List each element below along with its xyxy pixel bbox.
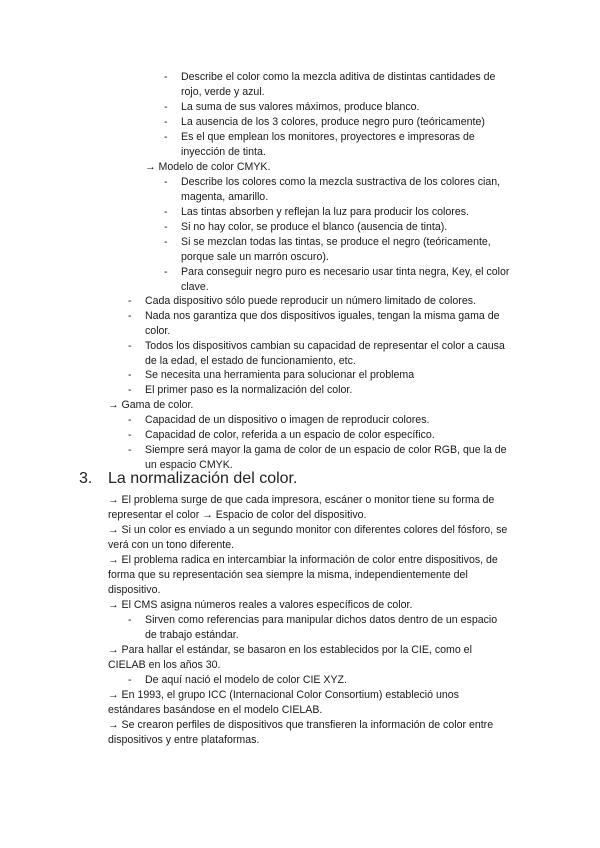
rgb-item-3: La ausencia de los 3 colores, produce negro puro (teóricamente) (181, 116, 485, 128)
gamut-item-1: Capacidad de un dispositivo o imagen de reproducir colores. (145, 414, 430, 426)
bullet-marker: - (128, 429, 132, 441)
section-title: La normalización del color. (108, 470, 298, 487)
rgb-item-4-line-2: inyección de tinta. (181, 146, 266, 158)
para-7-line-2: dispositivos y entre plataformas. (108, 734, 260, 746)
cmyk-item-5-line-2: clave. (181, 281, 209, 293)
para-3-line-2: forma que su representación sea siempre la misma, independientemente del (108, 569, 468, 581)
gamut-item-2: Capacidad de color, referida a un espacio de color específico. (145, 429, 435, 441)
device-item-4: Se necesita una herramienta para solucionar el problema (145, 369, 415, 381)
rgb-item-1-line-1: Describe el color como la mezcla aditiva de distintas cantidades de (181, 71, 496, 83)
device-item-2-line-1: Nada nos garantiza que dos dispositivos iguales, tengan la misma gama de (145, 310, 500, 322)
bullet-marker: - (128, 414, 132, 426)
para-1-line-1: → El problema surge de que cada impresora, escáner o monitor tiene su forma de (108, 494, 495, 506)
device-item-3-line-2: de la edad, el estado de funcionamiento, etc. (145, 355, 356, 367)
cmyk-item-2: Las tintas absorben y reflejan la luz para producir los colores. (181, 206, 469, 218)
bullet-marker: - (128, 674, 132, 686)
para-6-line-2: estándares basándose en el modelo CIELAB. (108, 704, 323, 716)
para-5-line-1: → Para hallar el estándar, se basaron en los establecidos por la CIE, como el (108, 644, 472, 656)
cie-item: De aquí nació el modelo de color CIE XYZ. (145, 674, 347, 686)
rgb-item-4-line-1: Es el que emplean los monitores, proyectores e impresoras de (181, 131, 475, 143)
bullet-marker: - (164, 221, 168, 233)
rgb-item-1-line-2: rojo, verde y azul. (181, 86, 265, 98)
device-item-5: El primer paso es la normalización del color. (145, 384, 353, 396)
cmyk-item-1-line-1: Describe los colores como la mezcla sustractiva de los colores cian, (181, 176, 501, 188)
rgb-item-2: La suma de sus valores máximos, produce blanco. (181, 101, 420, 113)
section-number: 3. (79, 470, 93, 487)
bullet-marker: - (164, 101, 168, 113)
bullet-marker: - (164, 206, 168, 218)
cms-item-line-1: Sirven como referencias para manipular dichos datos dentro de un espacio (145, 614, 498, 626)
para-6-line-1: → En 1993, el grupo ICC (Internacional Color Consortium) estableció unos (108, 689, 459, 701)
cmyk-item-4-line-2: porque sale un marrón oscuro). (181, 251, 329, 263)
para-2-line-2: verá con un tono diferente. (108, 539, 235, 551)
bullet-marker: - (128, 384, 132, 396)
bullet-marker: - (164, 116, 168, 128)
para-1-line-2: representar el color → Espacio de color del dispositivo. (108, 509, 367, 521)
cmyk-heading: → Modelo de color CMYK. (145, 161, 271, 173)
bullet-marker: - (164, 236, 168, 248)
para-3-line-3: dispositivo. (108, 584, 161, 596)
bullet-marker: - (128, 340, 132, 352)
cmyk-item-1-line-2: magenta, amarillo. (181, 191, 269, 203)
bullet-marker: - (164, 71, 168, 83)
gamut-item-3-line-2: un espacio CMYK. (145, 459, 233, 471)
device-item-2-line-2: color. (145, 325, 171, 337)
bullet-marker: - (128, 614, 132, 626)
para-7-line-1: → Se crearon perfiles de dispositivos que transfieren la información de color entre (108, 719, 494, 731)
para-5-line-2: CIELAB en los años 30. (108, 659, 221, 671)
gamut-heading: → Gama de color. (108, 399, 194, 411)
bullet-marker: - (128, 444, 132, 456)
bullet-marker: - (128, 310, 132, 322)
gamut-item-3-line-1: Siempre será mayor la gama de color de un espacio de color RGB, que la de (145, 444, 507, 456)
para-4: → El CMS asigna números reales a valores específicos de color. (108, 599, 413, 611)
para-3-line-1: → El problema radica en intercambiar la información de color entre dispositivos, de (108, 554, 498, 566)
bullet-marker: - (164, 266, 168, 278)
bullet-marker: - (164, 176, 168, 188)
cmyk-item-4-line-1: Si se mezclan todas las tintas, se produce el negro (teóricamente, (181, 236, 491, 248)
device-item-1: Cada dispositivo sólo puede reproducir un número limitado de colores. (145, 295, 476, 307)
device-item-3-line-1: Todos los dispositivos cambian su capacidad de representar el color a causa (145, 340, 505, 352)
bullet-marker: - (164, 131, 168, 143)
para-2-line-1: → Si un color es enviado a un segundo monitor con diferentes colores del fósforo, se (108, 524, 508, 536)
bullet-marker: - (128, 369, 132, 381)
cms-item-line-2: de trabajo estándar. (145, 629, 239, 641)
bullet-marker: - (128, 295, 132, 307)
cmyk-item-3: Si no hay color, se produce el blanco (ausencia de tinta). (181, 221, 448, 233)
cmyk-item-5-line-1: Para conseguir negro puro es necesario usar tinta negra, Key, el color (181, 266, 510, 278)
